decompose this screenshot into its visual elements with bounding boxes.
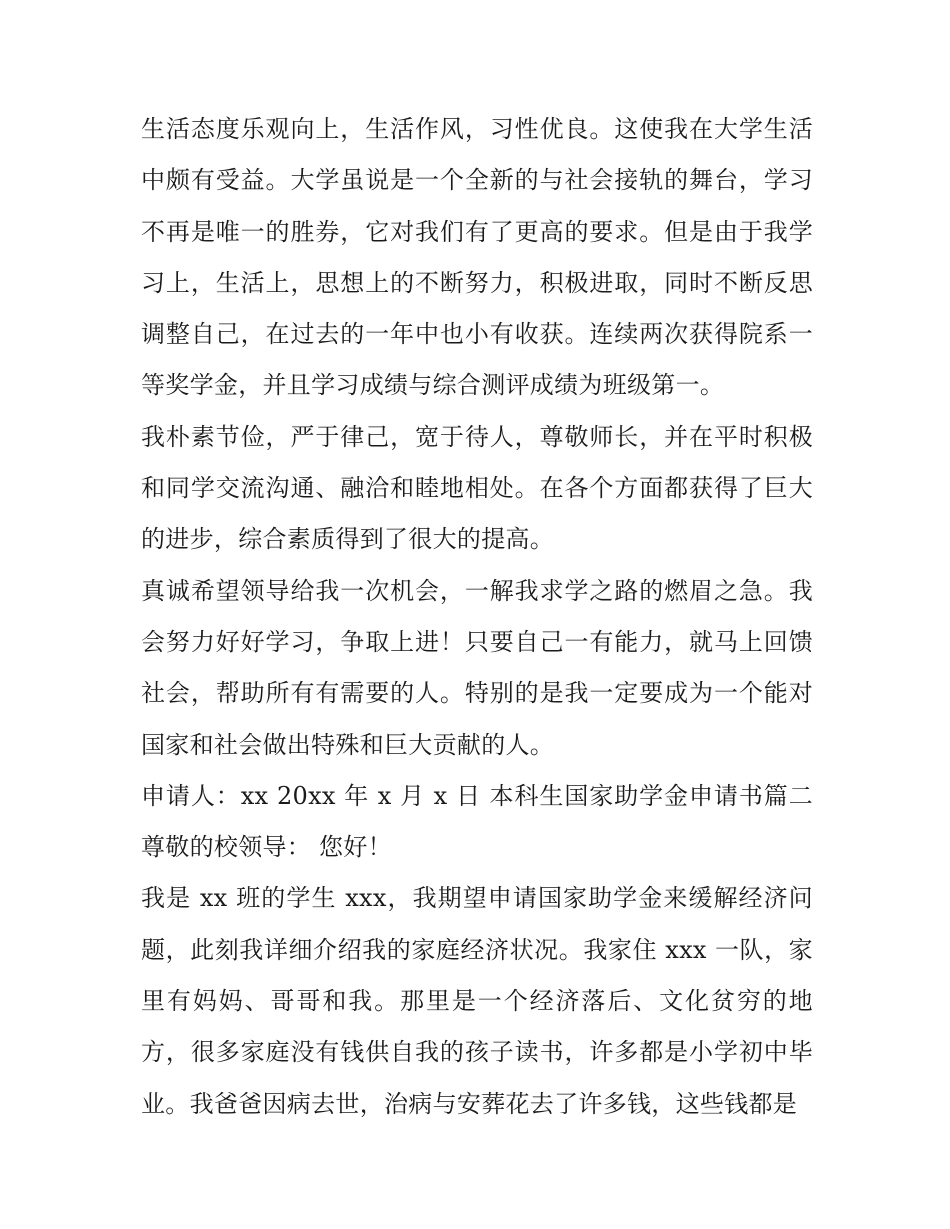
paragraph-signature-and-greeting: 申请人：xx 20xx 年 x 月 x 日 本科生国家助学金申请书篇二 尊敬的校领导： 您好！ [141, 781, 813, 862]
document-body [141, 104, 813, 1130]
paragraph-academic-achievements: 生活态度乐观向上，生活作风，习性优良。这使我在大学生活中颇有受益。大学虽说是一个全新的与社会接轨的舞台，学习不再是唯一的胜券，它对我们有了更高的要求。但是由于我学习上，生活上，思想上的不断努力，积极进取，同时不断反思调整自己，在过去的一年中也小有收获。连续两次获得院系一等奖学金，并且学习成绩与综合测评成绩为班级第一。 [141, 115, 813, 400]
paragraph-family-situation: 我是 xx 班的学生 xxx，我期望申请国家助学金来缓解经济问题，此刻我详细介绍我的家庭经济状况。我家住 xxx 一队，家里有妈妈、哥哥和我。那里是一个经济落后、文化贫穷的地方，很多家庭没有钱供自我的孩子读书，许多都是小学初中毕业。我爸爸因病去世，治病与安葬花去了许多钱，这些钱都是 [141, 884, 813, 1118]
paragraph-request-opportunity: 真诚希望领导给我一次机会，一解我求学之路的燃眉之急。我会努力好好学习，争取上进！只要自己一有能力，就马上回馈社会，帮助所有有需要的人。特别的是我一定要成为一个能对国家和社会做出特殊和巨大贡献的人。 [141, 576, 813, 759]
paragraph-personal-character: 我朴素节俭，严于律己，宽于待人，尊敬师长，并在平时积极和同学交流沟通、融洽和睦地相处。在各个方面都获得了巨大的进步，综合素质得到了很大的提高。 [141, 422, 813, 554]
